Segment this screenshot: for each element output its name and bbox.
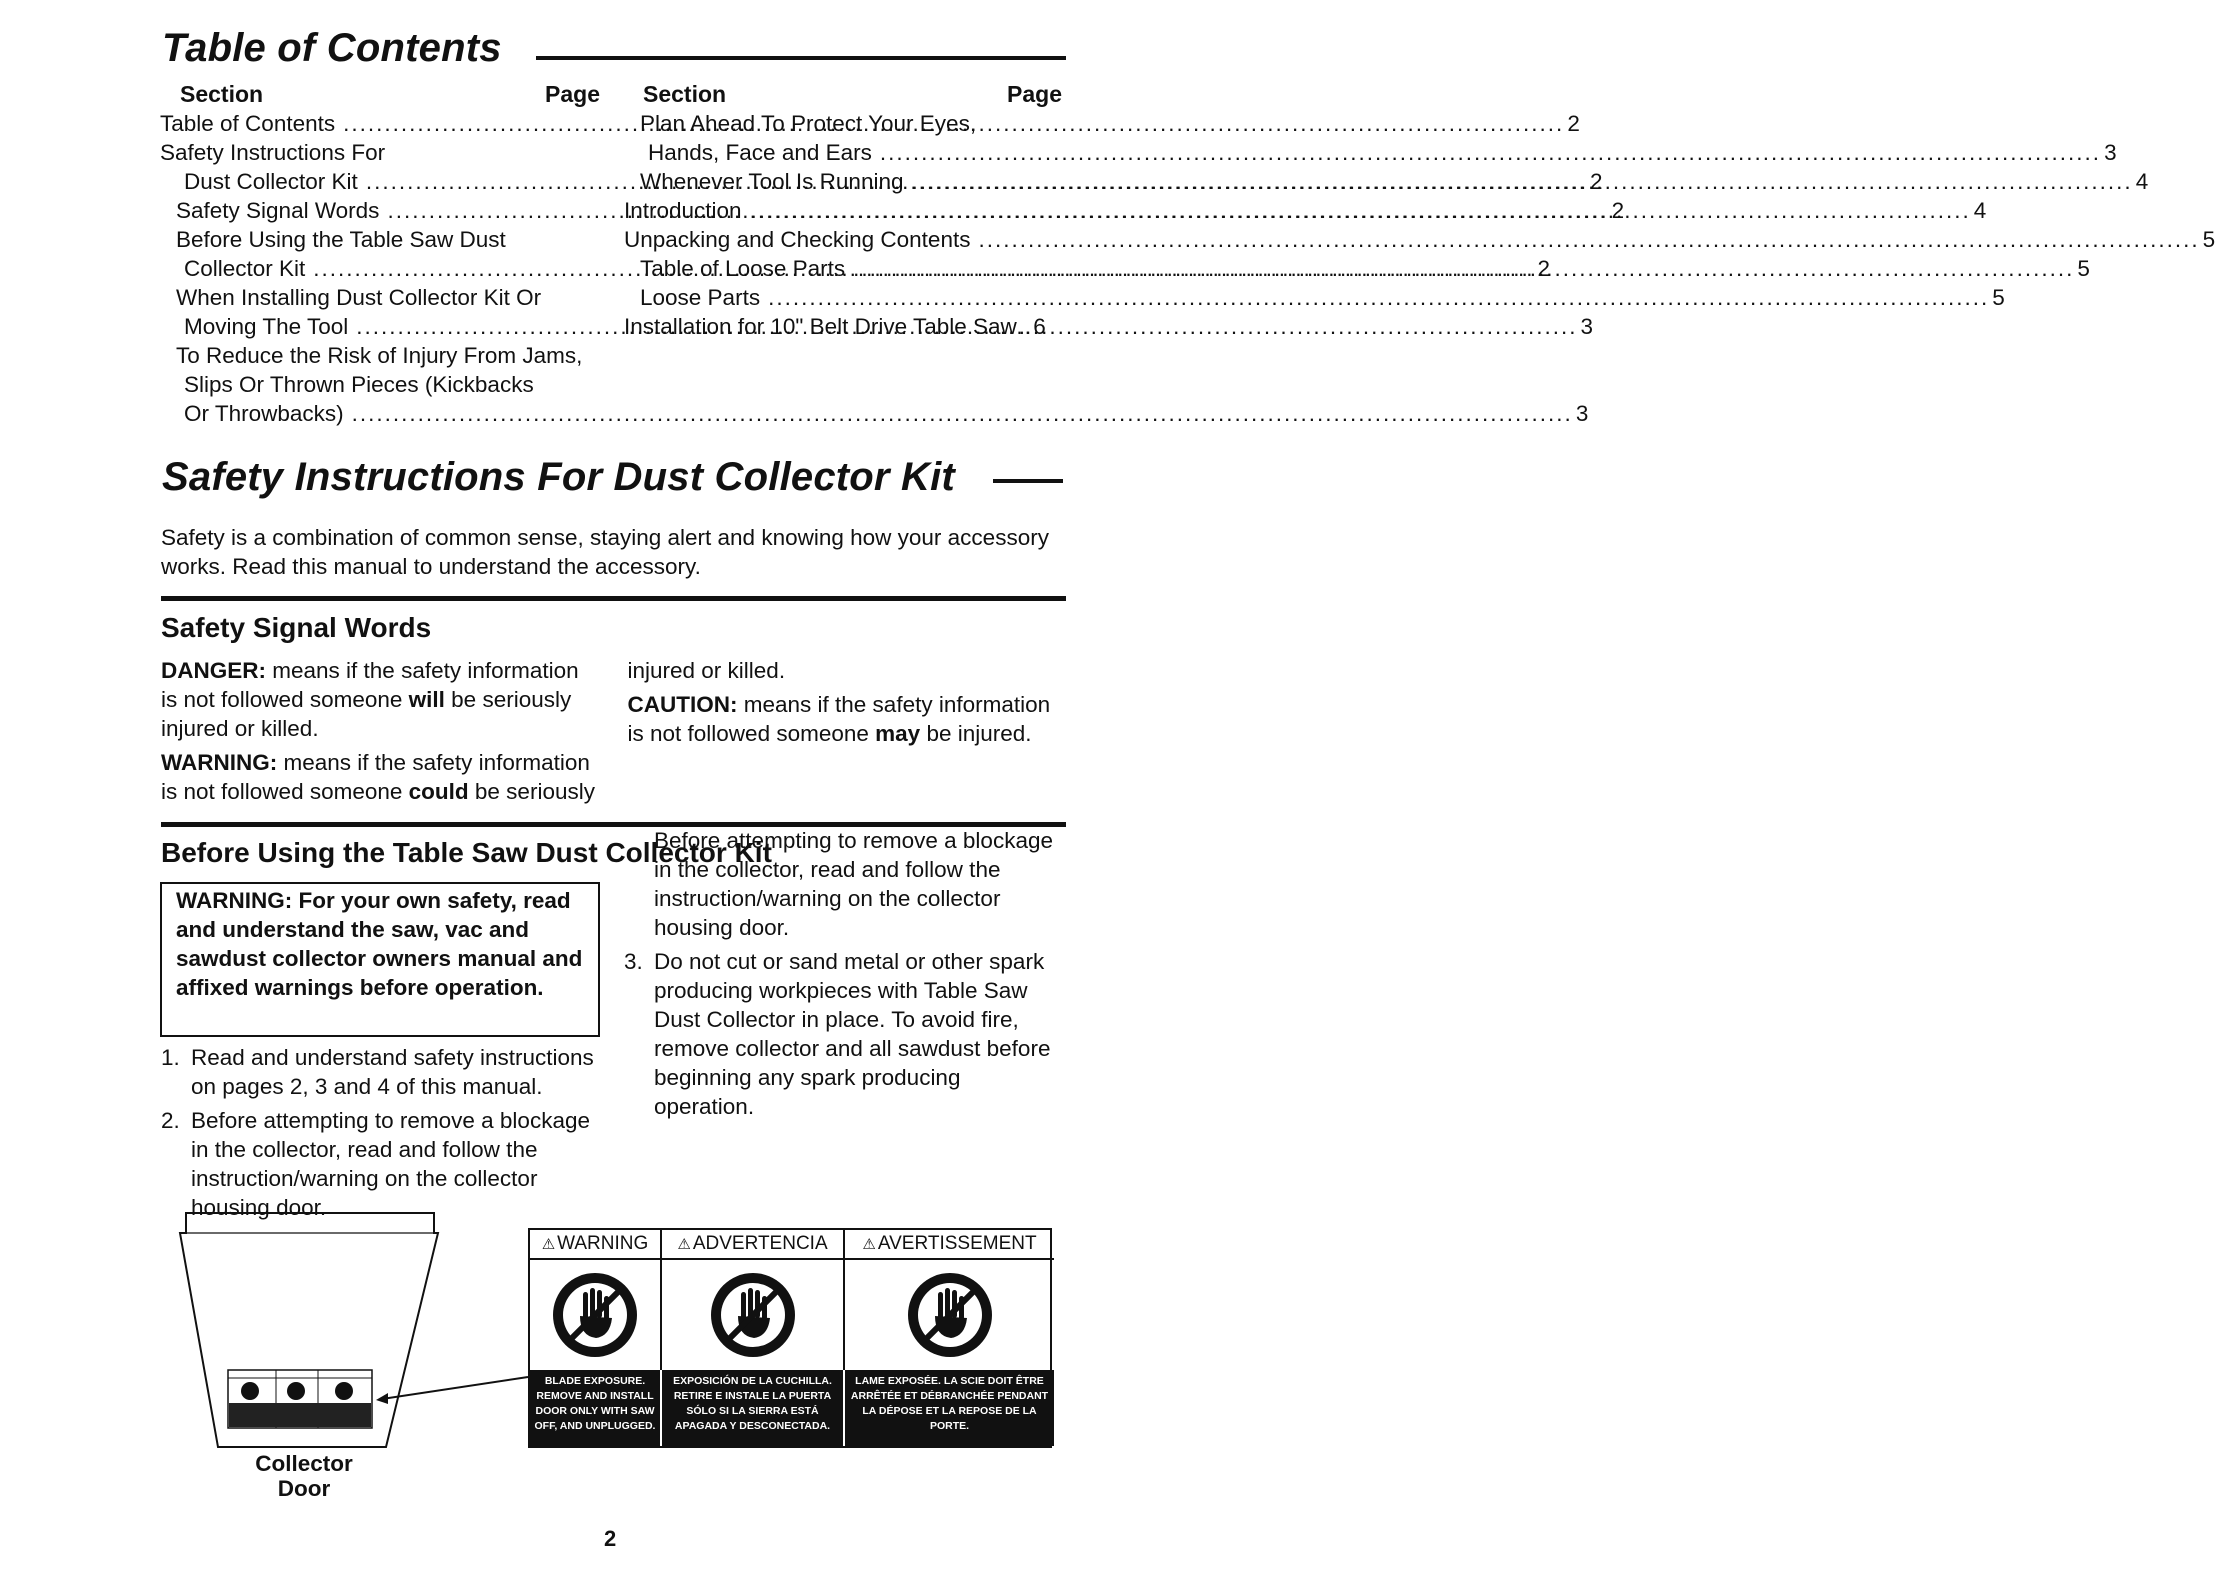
toc-entry-page: 5: [1992, 285, 2005, 310]
danger-definition: [161, 656, 600, 743]
toc-entry-page: 2: [1611, 198, 1625, 223]
list-number: 1.: [161, 1045, 180, 1070]
label-text-english: BLADE EXPOSURE. REMOVE AND INSTALL DOOR ONLY WITH SAW OFF, AND UNPLUGGED.: [530, 1370, 662, 1446]
toc-entry-page: 4: [2135, 169, 2149, 194]
toc-left-header: [160, 80, 600, 109]
warning-text-end: be seriously injured or killed.: [468, 658, 786, 804]
warning-text: means if the safety information is not followed someone: [161, 750, 590, 804]
hand-hazard-icon: [662, 1260, 845, 1370]
warning-triangle-icon: ⚠: [541, 1236, 556, 1253]
list-number: 2.: [161, 1108, 180, 1133]
toc-entry-label: Or Throwbacks): [184, 401, 344, 426]
list-text-continued: Before attempting to remove a blockage in the collector, read and follow the instruction/warning on the collector housing door.: [654, 828, 1053, 940]
warning-emphasis: could: [408, 779, 469, 804]
before-using-title: Before Using the Table Saw Dust Collector Kit: [161, 837, 772, 868]
before-using-list-left: [161, 1043, 601, 1220]
caution-term: CAUTION:: [627, 692, 738, 717]
toc-entry-label: Collector Kit: [184, 256, 306, 281]
toc-entry-label: Unpacking and Checking Contents: [624, 227, 971, 252]
toc-entry[interactable]: [160, 283, 600, 312]
warning-triangle-icon: ⚠: [862, 1236, 876, 1253]
toc-entry[interactable]: [624, 254, 2090, 283]
toc-page-header: Page: [1007, 81, 1062, 107]
toc-entry-label: Plan Ahead To Protect Your Eyes,: [640, 111, 977, 136]
label-header-spanish: ⚠ ADVERTENCIA: [662, 1230, 845, 1260]
warning-triangle-icon: ⚠: [677, 1236, 691, 1253]
before-using-list-right: [624, 828, 1066, 1121]
toc-entry[interactable]: [160, 341, 600, 370]
toc-entry-page: 2: [1567, 111, 1580, 136]
hand-hazard-icon: [530, 1260, 662, 1370]
toc-entry-page: 2: [1537, 256, 1550, 281]
section-rule: [161, 596, 1066, 601]
toc-entry[interactable]: Installation for 10" Belt Drive Table Saw .. 6: [624, 314, 1046, 339]
toc-entry-page: 3: [1580, 314, 1593, 339]
toc-title: Table of Contents: [162, 26, 502, 70]
toc-entry-page: 5: [2202, 227, 2215, 252]
toc-entry-label: Installation for 10" Belt Drive Table Saw: [624, 314, 1017, 339]
toc-entry-label: When Installing Dust Collector Kit Or: [176, 285, 542, 310]
label-header-french: ⚠ AVERTISSEMENT: [845, 1230, 1054, 1260]
toc-right-header: [624, 80, 1064, 109]
warning-box: WARNING: For your own safety, read and understand the saw, vac and sawdust collector owners manual and affixed warnings before operation.: [160, 882, 600, 1037]
toc-entry[interactable]: [624, 225, 2215, 254]
label-text-french: LAME EXPOSÉE. LA SCIE DOIT ÊTRE ARRÊTÉE ET DÉBRANCHÉE PENDANT LA DÉPOSE ET LA REPOSE DE LA PORTE.: [845, 1370, 1054, 1446]
list-item: [161, 1043, 601, 1101]
list-item-continued: [624, 828, 1066, 942]
toc-entry-page: 3: [2104, 140, 2117, 165]
caution-text-end: be injured.: [920, 721, 1032, 746]
toc-entry-page: 6: [1033, 314, 1046, 339]
toc-section-header: Section: [180, 81, 264, 107]
list-item: [161, 1106, 601, 1220]
toc-entry[interactable]: [624, 167, 2149, 196]
list-text: Before attempting to remove a blockage in the collector, read and follow the instruction/warning on the collector housing door.: [191, 1108, 590, 1220]
toc-entry-page: 5: [2077, 256, 2090, 281]
toc-entry-page: 2: [1590, 169, 1603, 194]
toc-entry-label: Safety Instructions For: [160, 140, 386, 165]
toc-entry-label: Safety Signal Words: [176, 198, 380, 223]
toc-entry-label: Loose Parts: [640, 285, 761, 310]
toc-entry-label: Hands, Face and Ears: [648, 140, 872, 165]
signal-words-title: Safety Signal Words: [161, 612, 432, 643]
toc-entry-label: Before Using the Table Saw Dust: [176, 227, 506, 252]
toc-section-header: Section: [643, 81, 727, 107]
danger-emphasis: will: [408, 687, 445, 712]
toc-entry-label: To Reduce the Risk of Injury From Jams,: [176, 343, 583, 368]
toc-entry[interactable]: [624, 109, 1064, 138]
toc-entry-label: Dust Collector Kit: [184, 169, 358, 194]
toc-entry-label: Moving The Tool: [184, 314, 349, 339]
toc-entry-label: Slips Or Thrown Pieces (Kickbacks: [184, 372, 534, 397]
caption-line: Collector: [255, 1451, 353, 1476]
figure-caption: [224, 1451, 384, 1501]
label-header-english: ⚠ WARNING: [530, 1230, 662, 1260]
toc-entry[interactable]: [160, 225, 600, 254]
collector-door-illustration: [170, 1205, 540, 1455]
caution-emphasis: may: [875, 721, 921, 746]
signal-words-text: [161, 656, 1066, 806]
label-text-spanish: EXPOSICIÓN DE LA CUCHILLA. RETIRE E INSTALE LA PUERTA SÓLO SI LA SIERRA ESTÁ APAGADA Y DESCONECTADA.: [662, 1370, 845, 1446]
toc-entry[interactable]: [160, 399, 1589, 428]
toc-entry[interactable]: [624, 196, 1987, 225]
list-text: Read and understand safety instructions on pages 2, 3 and 4 of this manual.: [191, 1045, 594, 1099]
list-text: Do not cut or sand metal or other spark producing workpieces with Table Saw Dust Collector in place. To avoid fire, remove collector and all sawdust before beginning any spark producing operation.: [654, 949, 1051, 1119]
toc-entry-label: Whenever Tool Is Running: [640, 169, 904, 194]
toc-entry[interactable]: [624, 283, 2005, 312]
warning-label: [528, 1228, 1052, 1448]
toc-entry-label: Table of Contents: [160, 111, 336, 136]
toc-title-rule: [536, 56, 1066, 60]
safety-title-rule: [993, 479, 1063, 483]
toc-entry-label: Introduction: [624, 198, 742, 223]
toc-right-column: [624, 80, 2215, 341]
toc-entry-label: Table of Loose Parts: [640, 256, 846, 281]
toc-page-header: Page: [545, 81, 600, 107]
toc-entry-page: 3: [1575, 401, 1589, 426]
warning-term: WARNING:: [161, 750, 278, 775]
hand-hazard-icon: [845, 1260, 1054, 1370]
toc-entry[interactable]: [624, 138, 2117, 167]
danger-text-end: be seriously injured or killed.: [161, 687, 572, 741]
toc-entry-page: 4: [1973, 198, 1987, 223]
caution-text: means if the safety information is not followed someone: [627, 692, 1051, 746]
danger-text: means if the safety information is not followed someone: [161, 658, 579, 712]
caution-definition: [628, 690, 1067, 748]
danger-term: DANGER:: [161, 658, 266, 683]
list-item: [624, 947, 1066, 1121]
safety-title: Safety Instructions For Dust Collector Kit: [162, 455, 955, 499]
list-number: 3.: [624, 949, 643, 974]
caption-line: Door: [277, 1476, 331, 1501]
page-number: 2: [604, 1526, 617, 1551]
toc-entry[interactable]: [160, 370, 600, 399]
safety-intro: Safety is a combination of common sense, staying alert and knowing how your accessory works. Read this manual to understand the accessory.: [161, 525, 1049, 579]
pointer-arrow: [382, 1377, 528, 1399]
toc-entry[interactable]: [160, 138, 600, 167]
